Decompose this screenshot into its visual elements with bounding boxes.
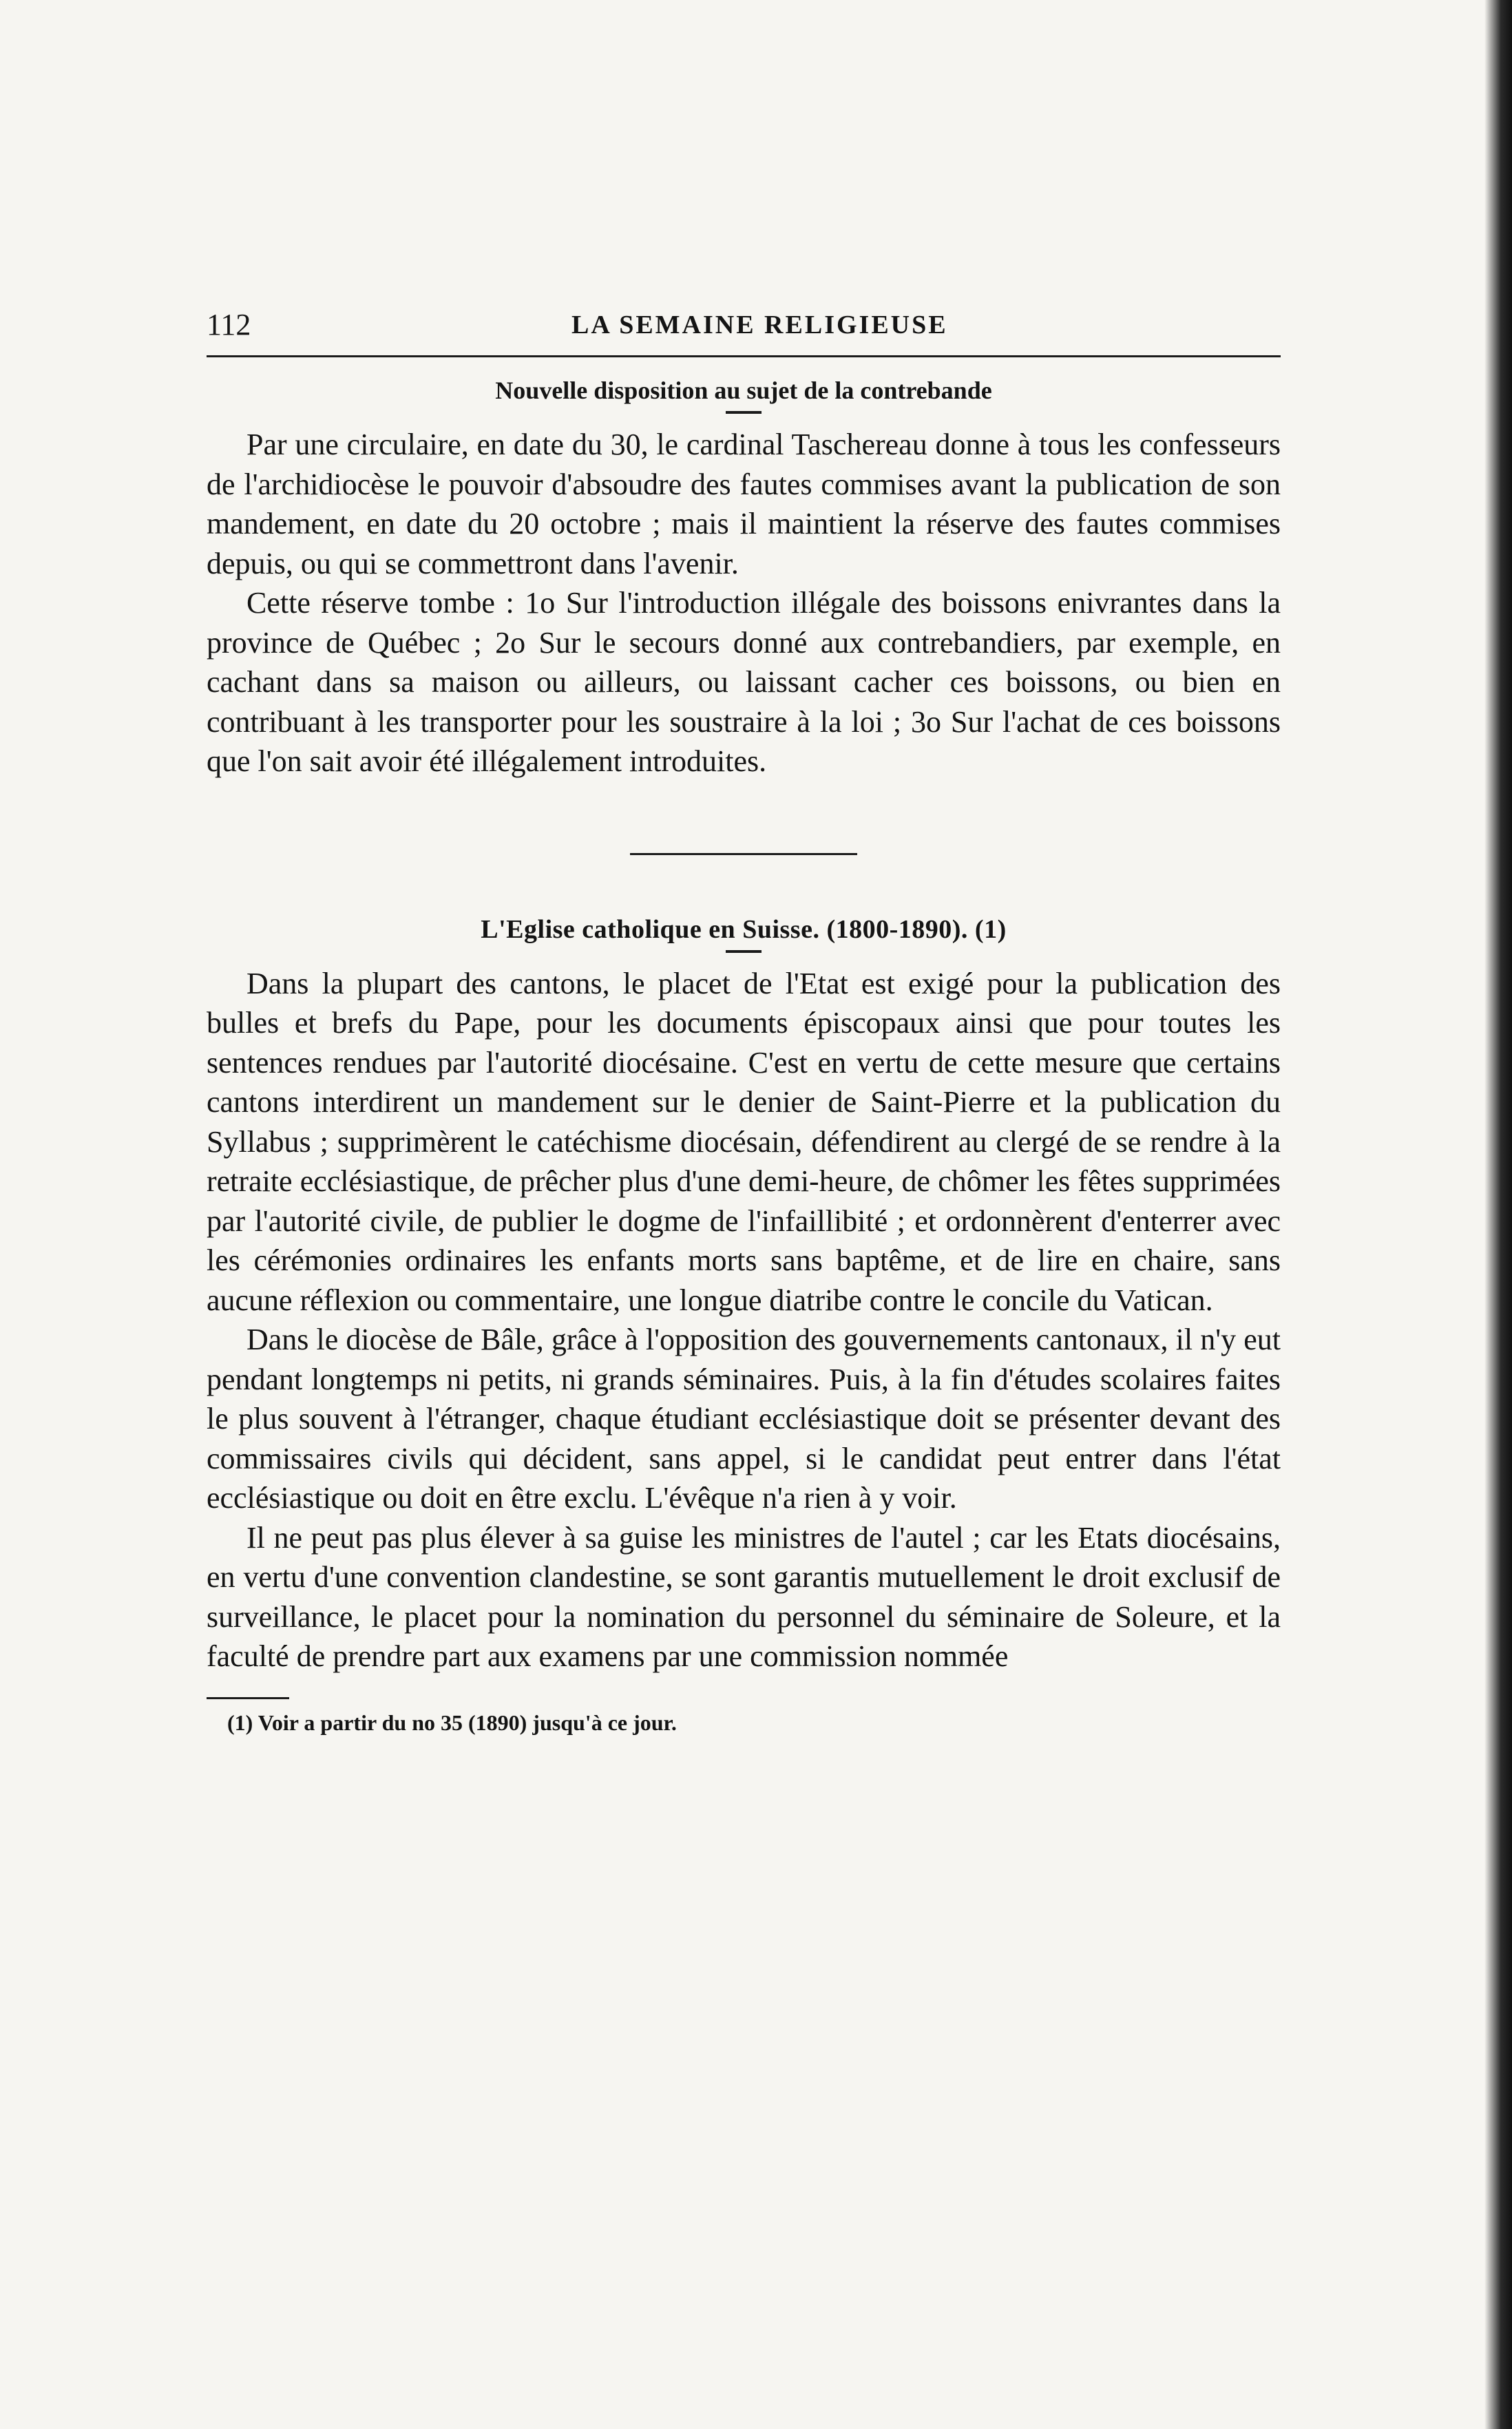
binding-edge bbox=[1484, 0, 1512, 2429]
document-page bbox=[207, 303, 1281, 1736]
article-body-contrebande bbox=[207, 425, 1281, 781]
header-rule bbox=[207, 355, 1281, 357]
title-dash bbox=[726, 950, 762, 953]
paragraph: Dans le diocèse de Bâle, grâce à l'opposition des gouvernements cantonaux, il n'y eut pendant longtemps ni petits, ni grands séminaires. Puis, à la fin d'études scolaires faites le plus souvent à l'étranger, chaque étudiant ecclésiastique doit se présenter devant des commissaires civils qui décident, sans appel, si le candidat peut entrer dans l'état ecclésiastique ou doit en être exclu. L'évêque n'a rien à y voir. bbox=[207, 1323, 1281, 1515]
paragraph: Il ne peut pas plus élever à sa guise les ministres de l'autel ; car les Etats diocésains, en vertu d'une convention clandestine, se sont garantis mutuellement le droit exclusif de surveillance, le placet pour la nomination du personnel du séminaire de Soleure, et la faculté de prendre part aux examens par une commission nommée bbox=[207, 1520, 1281, 1673]
running-head bbox=[207, 303, 1281, 351]
paragraph: Dans la plupart des cantons, le placet de l'Etat est exigé pour la publication des bulles et brefs du Pape, pour les documents épiscopaux ainsi que pour toutes les sentences rendues par l'autorité diocésaine. C'est en vertu de cette mesure que certains cantons interdirent un mandement sur le denier de Saint-Pierre et la publication du Syllabus ; supprimèrent le catéchisme diocésain, défendirent au clergé de se rendre à la retraite ecclésiastique, de prêcher plus d'une demi-heure, de chômer les fêtes supprimées par l'autorité civile, de publier le dogme de l'infaillibité ; et ordonnèrent d'enterrer avec les cérémonies ordinaires les enfants morts sans baptême, et de lire en chaire, sans aucune réflexion ou commentaire, une longue diatribe contre le concile du Vatican. bbox=[207, 966, 1281, 1317]
article-title-contrebande: Nouvelle disposition au sujet de la contrebande bbox=[495, 377, 992, 404]
article-title-suisse: L'Eglise catholique en Suisse. (1800-1890). (1) bbox=[481, 914, 1007, 944]
article-body-suisse bbox=[207, 964, 1281, 1676]
paragraph: Cette réserve tombe : 1o Sur l'introduction illégale des boissons enivrantes dans la province de Québec ; 2o Sur le secours donné aux contrebandiers, par exemple, en cachant dans sa maison ou ailleurs, ou laissant cacher ces boissons, ou bien en contribuant à les transporter pour les soustraire à la loi ; 3o Sur l'achat de ces boissons que l'on sait avoir été illégalement introduites. bbox=[207, 586, 1281, 778]
title-dash bbox=[726, 411, 762, 414]
footnote: (1) Voir a partir du no 35 (1890) jusqu'à ce jour. bbox=[227, 1710, 677, 1735]
footnote-rule bbox=[207, 1697, 289, 1699]
journal-title: LA SEMAINE RELIGIEUSE bbox=[571, 311, 948, 339]
section-divider bbox=[630, 853, 857, 855]
paragraph: Par une circulaire, en date du 30, le cardinal Taschereau donne à tous les confesseurs de l'archidiocèse le pouvoir d'absoudre des fautes commises avant la publication de son mandement, en date du 20 octobre ; mais il maintient la réserve des fautes commises depuis, ou qui se commettront dans l'avenir. bbox=[207, 428, 1281, 580]
page-number: 112 bbox=[207, 308, 251, 341]
